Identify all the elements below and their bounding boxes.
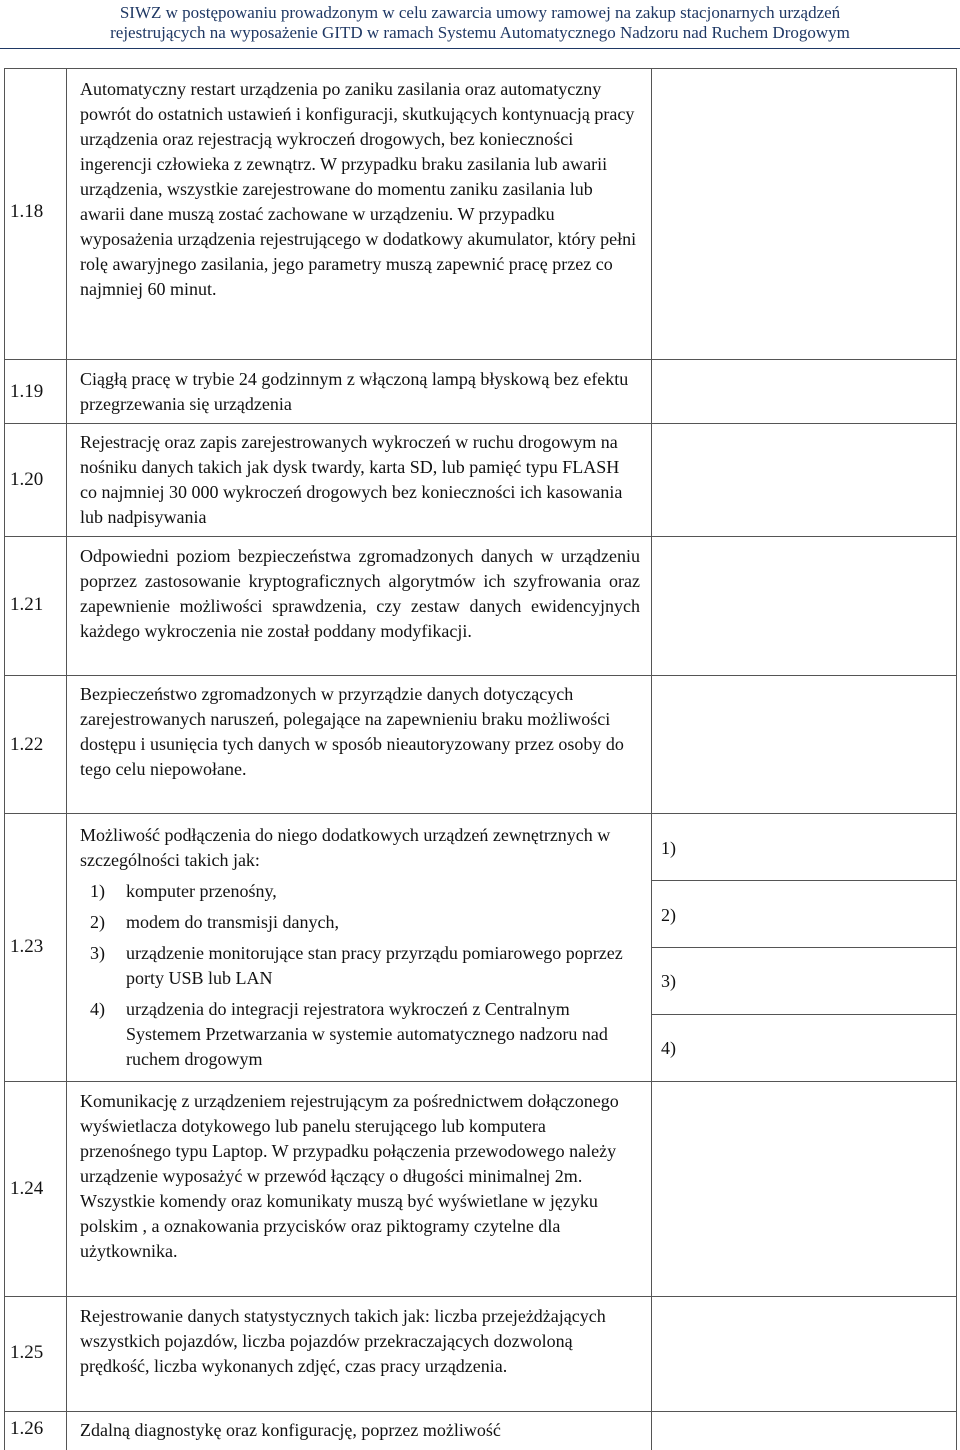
row-divider [4,68,957,69]
requirement-text-1-22: Bezpieczeństwo zgromadzonych w przyrządzie danych dotyczących zarejestrowanych naruszeń, polegające na zapewnieniu braku możliwości dostępu i usunięcia tych danych w sposób nieautoryzowany przez osoby do tego celu niepowołane. [80,684,624,779]
right-column-item: 4) [661,1038,676,1058]
requirement-text-1-25: Rejestrowanie danych statystycznych takich jak: liczba przejeżdżających wszystkich pojazdów, liczba pojazdów przekraczających dozwoloną prędkość, liczba wykonanych zdjęć, czas pracy urządzenia. [80,1306,606,1376]
right-column-item: 2) [661,905,676,925]
list-item-number: 1) [90,881,105,901]
device-list [80,879,640,1072]
list-item-text: urządzenie monitorujące stan pracy przyrządu pomiarowego poprzez porty USB lub LAN [126,943,623,988]
table-border-left [4,68,5,1450]
row-number: 1.26 [10,1418,44,1439]
requirement-text-1-18: Automatyczny restart urządzenia po zaniku zasilania oraz automatyczny powrót do ostatnich ustawień i konfiguracji, skutkujących kontynuacją pracy urządzenia oraz rejestracją wykroczeń drogowych, bez konieczności ingerencji człowieka z zewnątrz. W przypadku braku zasilania lub awarii urządzenia, wszystkie zarejestrowane do momentu zaniku zasilania lub awarii dane muszą zostać zachowane w urządzeniu. W przypadku wyposażenia urządzenia rejestrującego w dodatkowy akumulator, który pełni rolę awaryjnego zasilania, jego parametry muszą zapewnić pracę przez co najmniej 60 minut. [80,79,637,299]
row-divider [4,1081,957,1082]
header-line-1: SIWZ w postępowaniu prowadzonym w celu zawarcia umowy ramowej na zakup stacjonarnych urządzeń [119,3,841,22]
requirement-text-1-23: Możliwość podłączenia do niego dodatkowych urządzeń zewnętrznych w szczególności takich jak: [80,825,611,870]
table-divider-right [651,68,652,1450]
row-divider [4,359,957,360]
list-item [80,879,640,904]
list-item-number: 4) [90,999,105,1019]
requirement-text-1-26: Zdalną diagnostykę oraz konfigurację, poprzez możliwość [80,1420,501,1440]
row-divider [4,1296,957,1297]
right-column-item: 3) [661,971,676,991]
table-divider-num [66,68,67,1450]
row-number: 1.25 [10,1342,44,1363]
table-border-right [956,68,957,1450]
row-number: 1.18 [10,201,44,222]
row-number: 1.19 [10,381,44,402]
row-number: 1.21 [10,594,44,615]
list-item-text: modem do transmisji danych, [126,912,339,932]
requirement-1-23 [80,823,640,1078]
subrow-divider [651,880,957,881]
list-item [80,910,640,935]
list-item-text: urządzenia do integracji rejestratora wykroczeń z Centralnym Systemem Przetwarzania w systemie automatycznego nadzoru nad ruchem drogowym [126,999,608,1069]
right-column-item: 1) [661,838,676,858]
row-number: 1.22 [10,734,44,755]
row-divider [4,536,957,537]
requirement-text-1-21: Odpowiedni poziom bezpieczeństwa zgromadzonych danych w urządzeniu poprzez zastosowanie kryptograficznych algorytmów ich szyfrowania oraz zapewnienie możliwości sprawdzenia, czy zestaw danych ewidencyjnych każdego wykroczenia nie został poddany modyfikacji. [80,546,640,641]
row-divider [4,1411,957,1412]
row-number: 1.23 [10,936,44,957]
header-line-2: rejestrujących na wyposażenie GITD w ramach Systemu Automatycznego Nadzoru nad Ruchem Drogowym [110,23,850,42]
header-divider [0,48,960,49]
row-divider [4,813,957,814]
document-header [0,0,960,51]
requirement-text-1-20: Rejestrację oraz zapis zarejestrowanych wykroczeń w ruchu drogowym na nośniku danych takich jak dysk twardy, karta SD, lub pamięć typu FLASH co najmniej 30 000 wykroczeń drogowych bez konieczności ich kasowania lub nadpisywania [80,432,623,527]
list-item-text: komputer przenośny, [126,881,277,901]
row-divider [4,675,957,676]
list-item-number: 3) [90,943,105,963]
subrow-divider [651,1014,957,1015]
subrow-divider [651,947,957,948]
list-item-number: 2) [90,912,105,932]
list-item [80,997,640,1072]
requirement-text-1-19: Ciągłą pracę w trybie 24 godzinnym z włączoną lampą błyskową bez efektu przegrzewania się urządzenia [80,369,629,414]
list-item [80,941,640,991]
requirement-text-1-24: Komunikację z urządzeniem rejestrującym za pośrednictwem dołączonego wyświetlacza dotykowego lub panelu sterującego lub komputera przenośnego typu Laptop. W przypadku połączenia przewodowego należy urządzenie wyposażyć w przewód łączący o długości minimalnej 2m. Wszystkie komendy oraz komunikaty muszą być wyświetlane w języku polskim , a oznakowania przycisków oraz piktogramy czytelne dla użytkownika. [80,1091,619,1261]
row-number: 1.20 [10,469,44,490]
row-number: 1.24 [10,1178,44,1199]
row-divider [4,423,957,424]
